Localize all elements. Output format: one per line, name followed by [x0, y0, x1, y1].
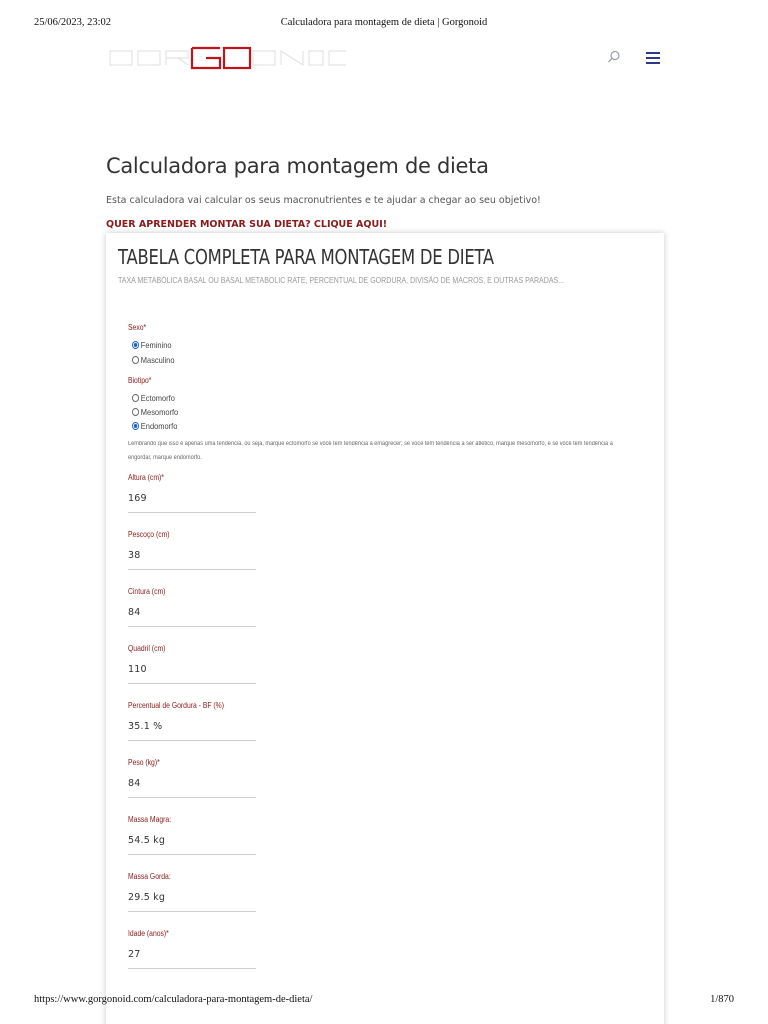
massa-gorda-value: 29.5 kg [128, 892, 256, 912]
massa-magra-label: Massa Magra: [128, 815, 172, 824]
print-page-number: 1/870 [710, 994, 734, 1005]
cintura-label: Cintura (cm) [128, 587, 166, 596]
cintura-input[interactable]: 84 [128, 607, 256, 627]
pescoco-label: Pescoço (cm) [128, 530, 170, 539]
altura-input[interactable]: 169 [128, 493, 256, 513]
print-page-title: Calculadora para montagem de dieta | Gorgonoid [280, 17, 488, 28]
radio-icon[interactable] [132, 356, 139, 364]
radio-icon[interactable] [132, 408, 139, 416]
sexo-label: Sexo* [128, 323, 147, 332]
quadril-input[interactable]: 110 [128, 664, 256, 684]
biotipo-option-ectomorfo[interactable] [132, 393, 175, 403]
page-description: Esta calculadora vai calcular os seus macronutrientes e te ajudar a chegar ao seu objetivo! [106, 195, 541, 206]
option-label: Masculino [140, 355, 175, 365]
sexo-option-feminino[interactable] [132, 340, 172, 350]
altura-label: Altura (cm)* [128, 473, 164, 482]
biotipo-label: Biotipo* [128, 376, 152, 385]
biotipo-option-endomorfo[interactable] [132, 421, 177, 431]
learn-diet-link[interactable]: QUER APRENDER MONTAR SUA DIETA? CLIQUE AQUI! [106, 219, 388, 230]
form-subtitle: TAXA METABÓLICA BASAL OU BASAL METABOLIC RATE, PERCENTUAL DE GORDURA, DIVISÃO DE MACROS, E OUTRAS PARADAS... [118, 276, 565, 285]
option-label: Endomorfo [140, 421, 178, 431]
option-label: Ectomorfo [140, 393, 175, 403]
biotipo-note: Lembrando que isso é apenas uma tendência, ou seja, marque ectomorfo se você tem tendência a emagrecer; se você tem tendência a ser atlético, marque mesomorfo, e se você tem tendência a engordar, marque endomorfo. [128, 441, 613, 461]
biotipo-option-mesomorfo[interactable] [132, 407, 178, 417]
idade-input[interactable]: 27 [128, 949, 256, 969]
radio-selected-icon[interactable] [132, 341, 139, 349]
pescoco-input[interactable]: 38 [128, 550, 256, 570]
gorgonoid-logo[interactable] [108, 46, 348, 70]
body-fat-label: Percentual de Gordura - BF (%) [128, 701, 224, 710]
print-url: https://www.gorgonoid.com/calculadora-para-montagem-de-dieta/ [34, 994, 313, 1005]
option-label: Mesomorfo [140, 407, 179, 417]
massa-gorda-label: Massa Gorda: [128, 872, 171, 881]
print-datetime: 25/06/2023, 23:02 [34, 17, 112, 28]
page-title: Calculadora para montagem de dieta [106, 154, 489, 178]
quadril-label: Quadril (cm) [128, 644, 166, 653]
idade-label: Idade (anos)* [128, 929, 169, 938]
radio-icon[interactable] [132, 394, 139, 402]
diet-calculator-form [106, 233, 664, 1024]
site-header [0, 40, 768, 80]
peso-label: Peso (kg)* [128, 758, 160, 767]
peso-input[interactable]: 84 [128, 778, 256, 798]
option-label: Feminino [140, 340, 172, 350]
sexo-option-masculino[interactable] [132, 355, 174, 365]
print-footer [0, 990, 768, 1024]
search-icon[interactable] [607, 50, 621, 64]
body-fat-value: 35.1 % [128, 721, 256, 741]
hamburger-menu-icon[interactable] [646, 52, 660, 64]
massa-magra-value: 54.5 kg [128, 835, 256, 855]
radio-selected-icon[interactable] [132, 422, 139, 430]
form-title: TABELA COMPLETA PARA MONTAGEM DE DIETA [118, 245, 494, 269]
